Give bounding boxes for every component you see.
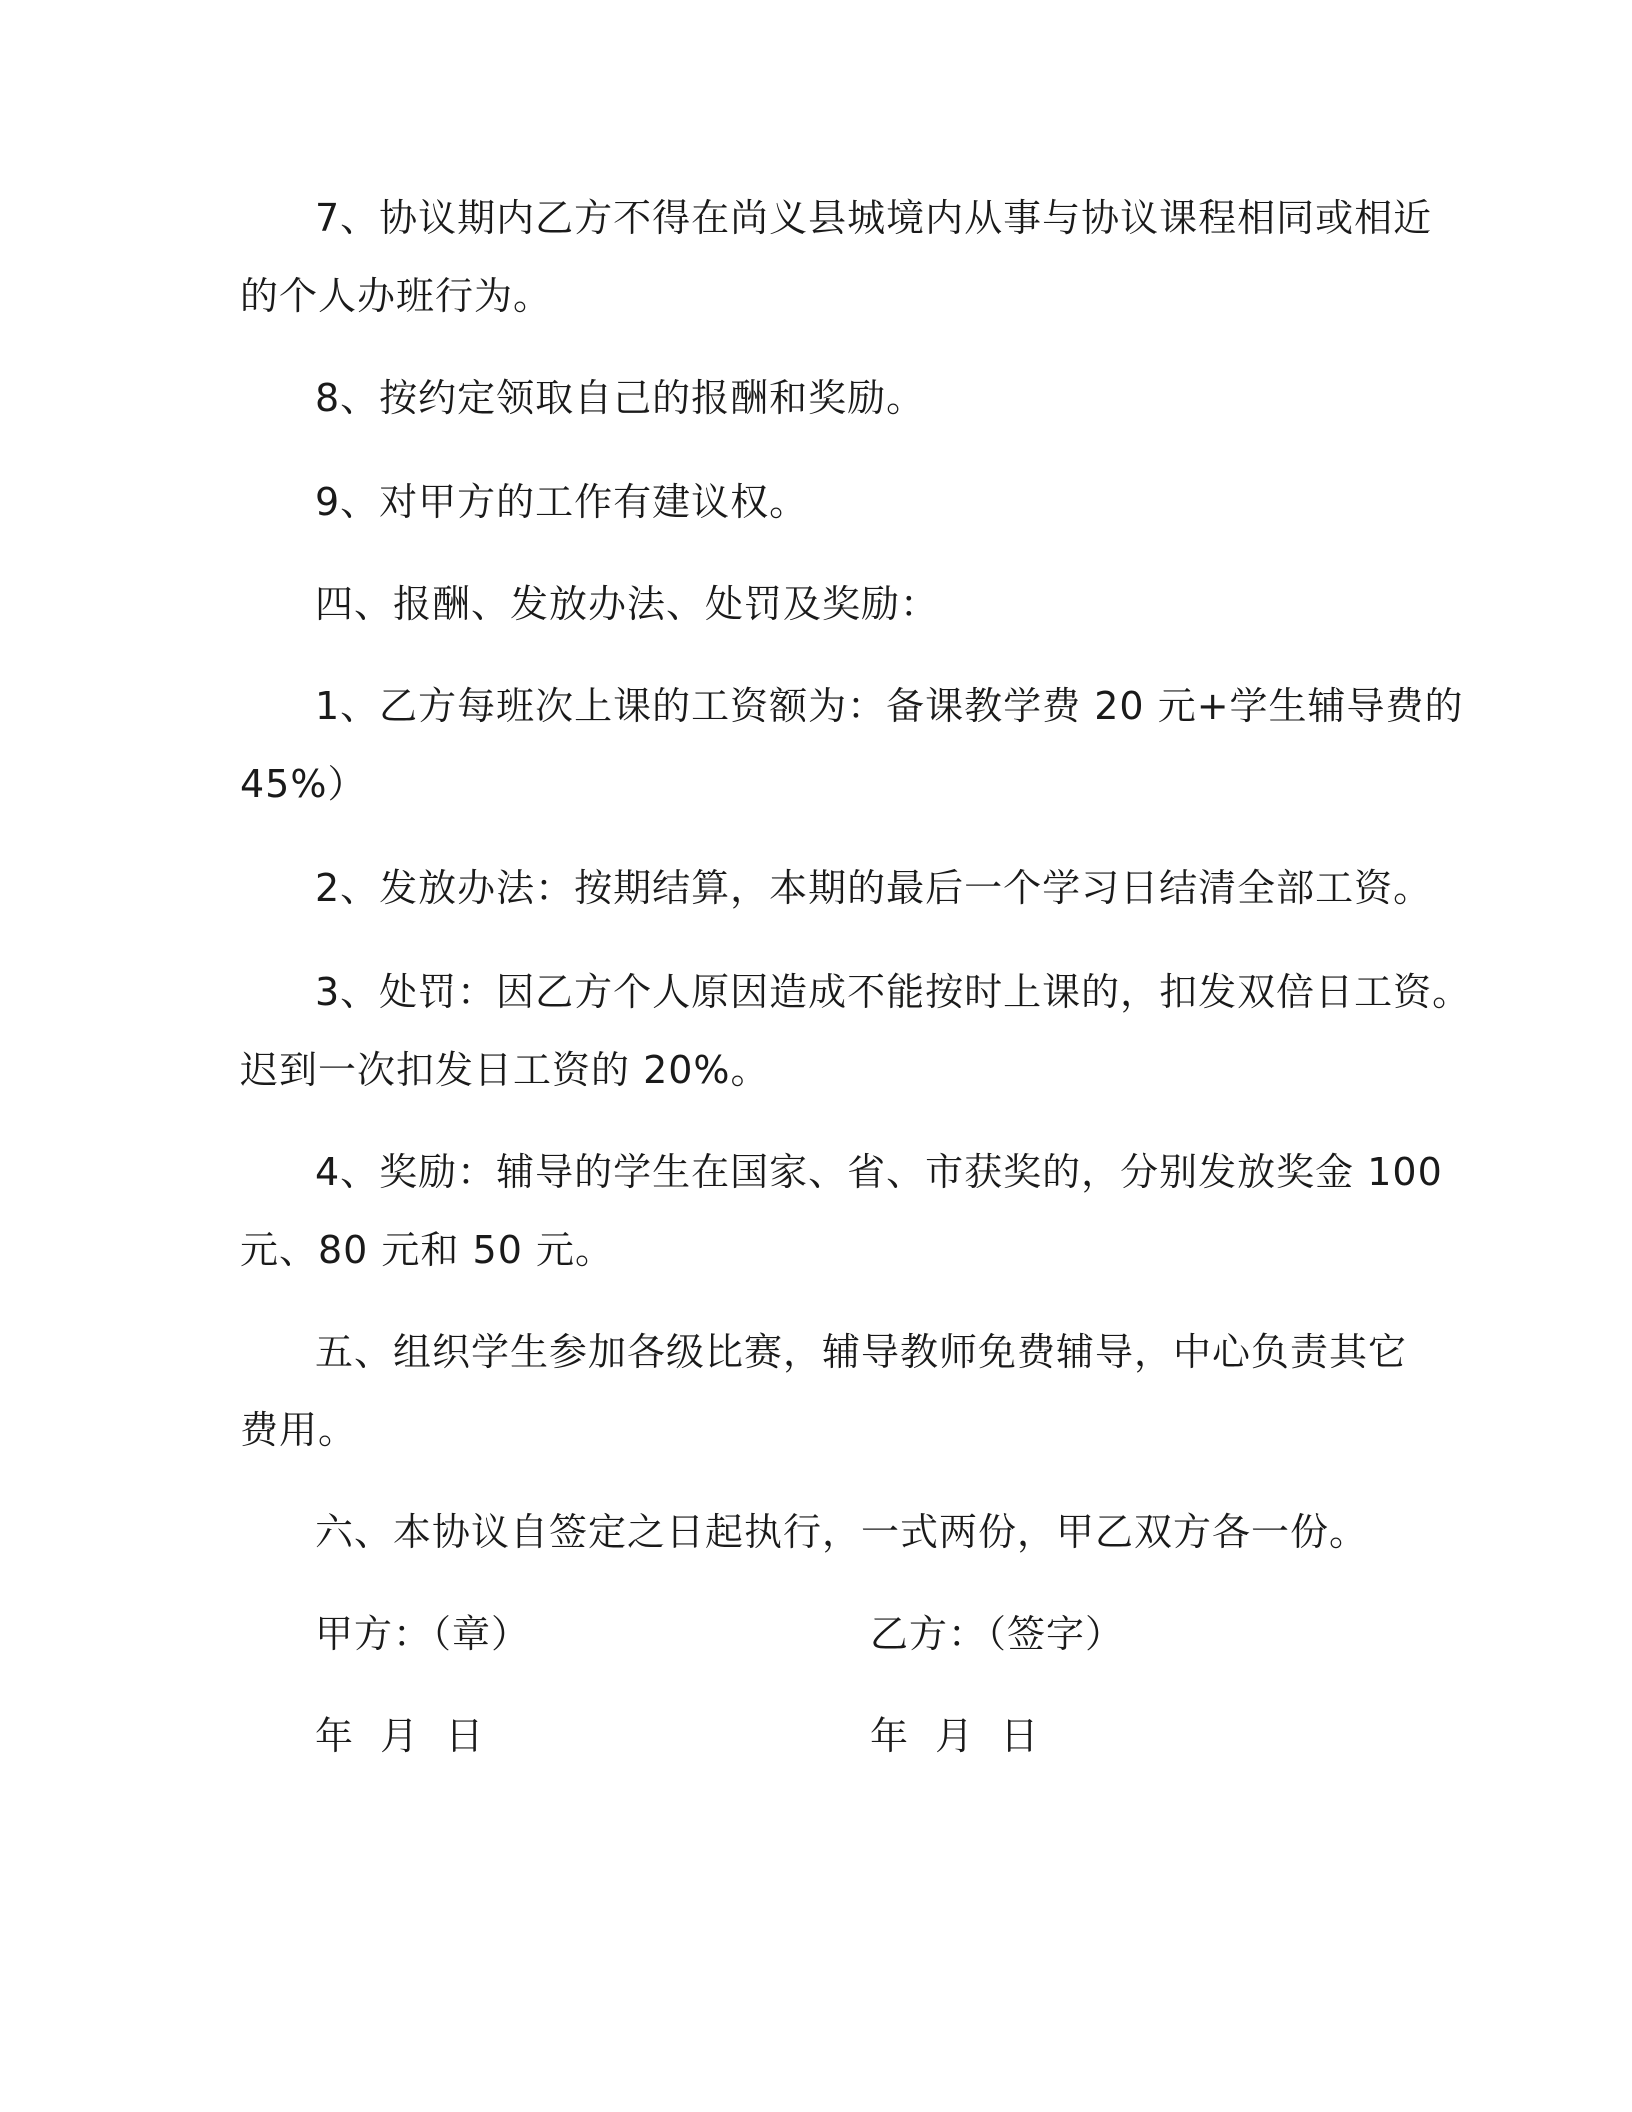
party-b-signature-label: 乙方：（签字） (870, 1612, 1125, 1656)
s4-item1-line1: 1、乙方每班次上课的工资额为：备课教学费 20 元+学生辅导费的 (315, 684, 1464, 728)
s4-item1-line2: 45%） (240, 762, 367, 806)
s4-item4-line2: 元、80 元和 50 元。 (240, 1228, 614, 1272)
item9: 9、对甲方的工作有建议权。 (315, 480, 809, 524)
s4-item4-line1: 4、奖励：辅导的学生在国家、省、市获奖的，分别发放奖金 100 (315, 1150, 1443, 1194)
s4-item3-line2: 迟到一次扣发日工资的 20%。 (240, 1048, 770, 1092)
party-b-date: 年 月 日 (870, 1714, 1040, 1758)
party-a-signature-label: 甲方：（章） (315, 1612, 531, 1656)
section4-heading: 四、报酬、发放办法、处罚及奖励： (315, 582, 940, 626)
party-a-date: 年 月 日 (315, 1714, 485, 1758)
s4-item2: 2、发放办法：按期结算，本期的最后一个学习日结清全部工资。 (315, 866, 1433, 910)
section6: 六、本协议自签定之日起执行，一式两份，甲乙双方各一份。 (315, 1510, 1369, 1554)
item7-line1: 7、协议期内乙方不得在尚义县城境内从事与协议课程相同或相近 (315, 196, 1433, 240)
section5-line1: 五、组织学生参加各级比赛，辅导教师免费辅导，中心负责其它 (315, 1330, 1408, 1374)
s4-item3-line1: 3、处罚：因乙方个人原因造成不能按时上课的，扣发双倍日工资。 (315, 970, 1472, 1014)
item7-line2: 的个人办班行为。 (240, 274, 553, 318)
item8: 8、按约定领取自己的报酬和奖励。 (315, 376, 926, 420)
section5-line2: 费用。 (240, 1408, 358, 1452)
